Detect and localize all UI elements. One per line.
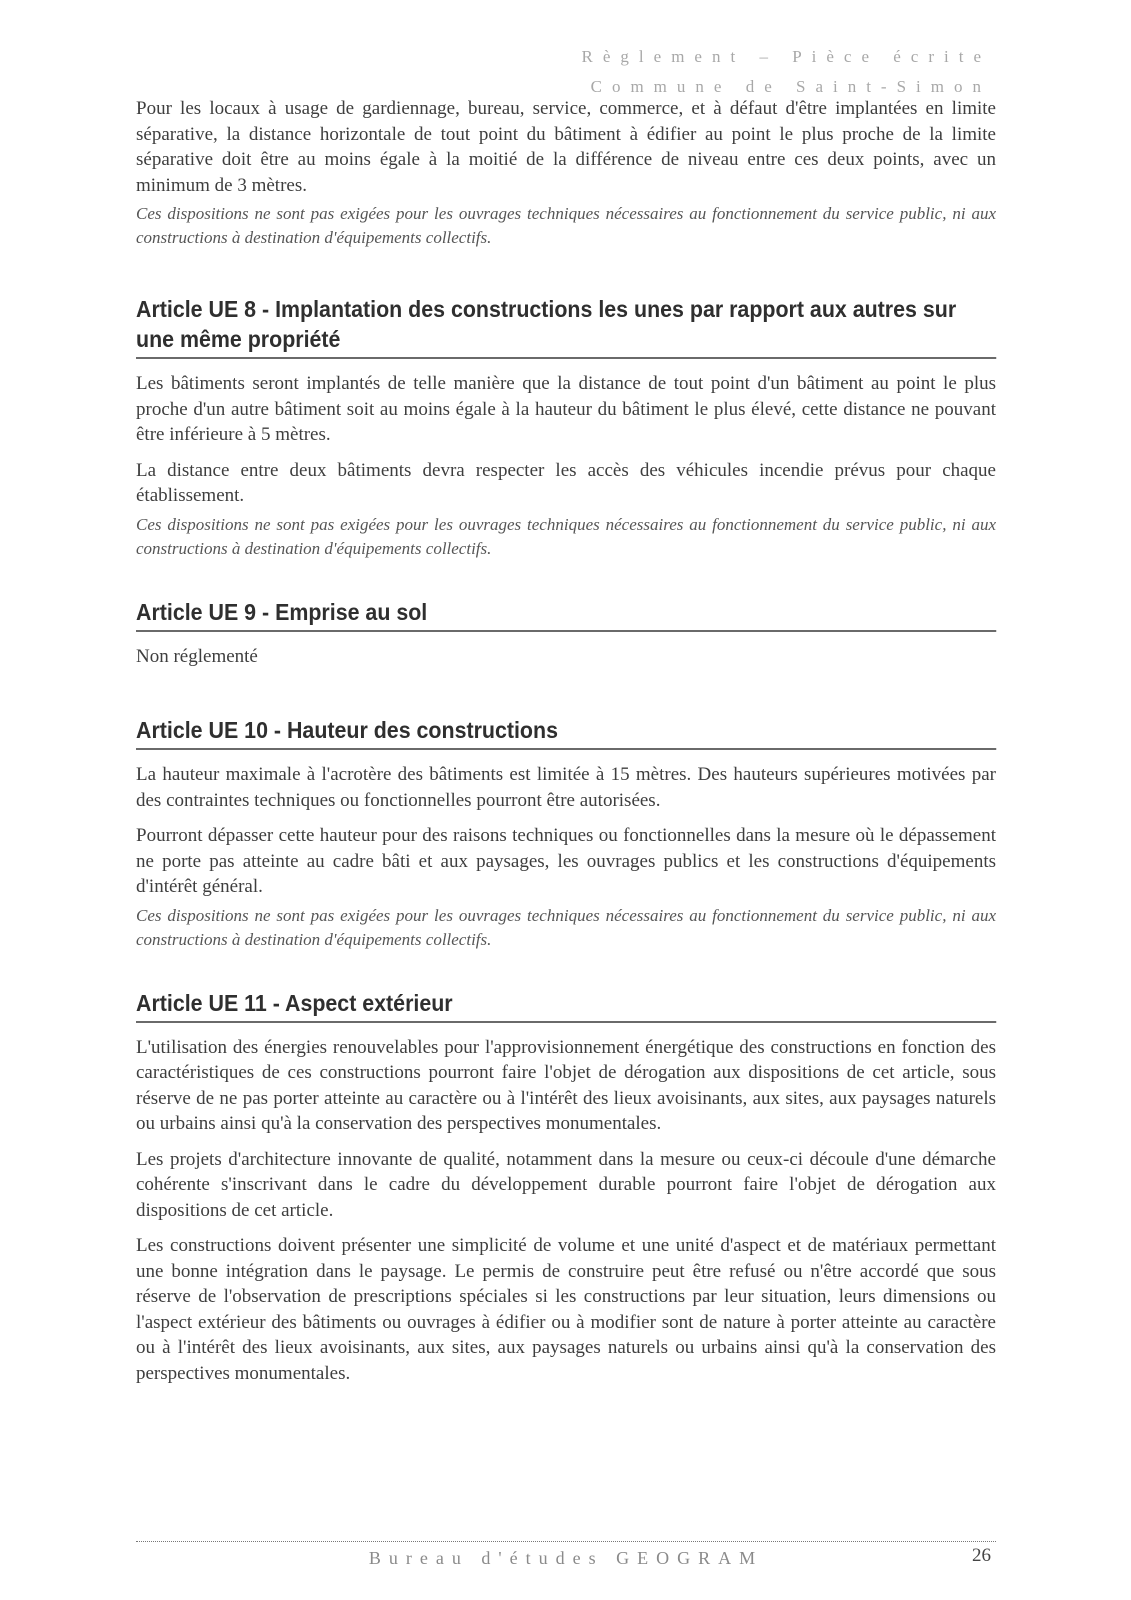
- article-ue-11-title: Article UE 11 - Aspect extérieur: [136, 988, 996, 1023]
- article-ue-10-note: Ces dispositions ne sont pas exigées pour les ouvrages techniques nécessaires au fonctionnement du service public, ni aux constructions à destination d'équipements collectifs.: [136, 905, 996, 949]
- footer-divider: [136, 1541, 996, 1542]
- article-ue-8-para-2: La distance entre deux bâtiments devra respecter les accès des véhicules incendie prévus pour chaque établissement.: [136, 459, 996, 506]
- page-number: 26: [972, 1545, 991, 1566]
- article-ue-10: [136, 715, 996, 952]
- article-ue-10-para-1: La hauteur maximale à l'acrotère des bâtiments est limitée à 15 mètres. Des hauteurs supérieures motivées par des contraintes techniques ou fonctionnelles pourront être autorisées.: [136, 764, 996, 811]
- article-ue-11: [136, 988, 996, 1387]
- article-ue-11-para-3: Les constructions doivent présenter une simplicité de volume et une unité d'aspect et de matériaux permettant une bonne intégration dans le paysage. Le permis de construire peut être refusé ou n'être accordé que sous réserve de l'observation de prescriptions spéciales si les constructions par leur situation, leurs dimensions ou l'aspect extérieur des bâtiments ou ouvrages à édifier ou à modifier sont de nature à porter atteinte au caractère ou à l'intérêt des lieux avoisinants, aux sites, aux paysages naturels ou urbains ainsi qu'à la conservation des perspectives monumentales.: [136, 1235, 996, 1384]
- article-ue-11-para-2: Les projets d'architecture innovante de qualité, notamment dans la mesure ou ceux-ci découle d'une démarche cohérente s'inscrivant dans le cadre du développement durable pourront faire l'objet de dérogation aux dispositions de cet article.: [136, 1148, 996, 1221]
- article-ue-9-para-1: Non réglementé: [136, 645, 258, 667]
- footer-company: Bureau d'études GEOGRAM: [368, 1548, 764, 1568]
- page-header: [582, 42, 991, 102]
- article-ue-10-title: Article UE 10 - Hauteur des constructions: [136, 715, 996, 750]
- intro-paragraph: Pour les locaux à usage de gardiennage, bureau, service, commerce, et à défaut d'être implantées en limite séparative, la distance horizontale de tout point du bâtiment à édifier au point le plus proche de la limite séparative doit être au moins égale à la moitié de la différence de niveau entre ces deux points, avec un minimum de 3 mètres.: [136, 98, 996, 196]
- header-document-type: Règlement – Pièce écrite: [581, 47, 991, 66]
- article-ue-8: [136, 294, 996, 561]
- intro-note: Ces dispositions ne sont pas exigées pour les ouvrages techniques nécessaires au fonctionnement du service public, ni aux constructions à destination d'équipements collectifs.: [136, 204, 996, 247]
- article-ue-9-title: Article UE 9 - Emprise au sol: [136, 597, 996, 632]
- article-ue-8-para-1: Les bâtiments seront implantés de telle manière que la distance de tout point d'un bâtiment au point le plus proche d'un autre bâtiment soit au moins égale à la hauteur du bâtiment le plus élevé, cette distance ne pouvant être inférieure à 5 mètres.: [136, 373, 996, 445]
- article-ue-9: [136, 597, 996, 670]
- header-commune: Commune de Saint-Simon: [590, 77, 991, 96]
- article-ue-8-note: Ces dispositions ne sont pas exigées pour les ouvrages techniques nécessaires au fonctionnement du service public, ni aux constructions à destination d'équipements collectifs.: [136, 514, 996, 558]
- article-ue-11-para-1: L'utilisation des énergies renouvelables pour l'approvisionnement énergétique des constructions en fonction des caractéristiques de ces constructions pourront faire l'objet de dérogation aux dispositions de cet article, sous réserve de ne pas porter atteinte au caractère ou à l'intérêt des lieux avoisinants, aux sites, aux paysages naturels ou urbains ainsi qu'à la conservation des perspectives monumentales.: [136, 1036, 996, 1134]
- document-body: [136, 96, 996, 1396]
- article-ue-8-title: Article UE 8 - Implantation des constructions les unes par rapport aux autres sur une même propriété: [136, 294, 996, 359]
- article-ue-10-para-2: Pourront dépasser cette hauteur pour des raisons techniques ou fonctionnelles dans la mesure où le dépassement ne porte pas atteinte au cadre bâti et aux paysages, les ouvrages publics et les constructions d'équipements d'intérêt général.: [136, 825, 996, 897]
